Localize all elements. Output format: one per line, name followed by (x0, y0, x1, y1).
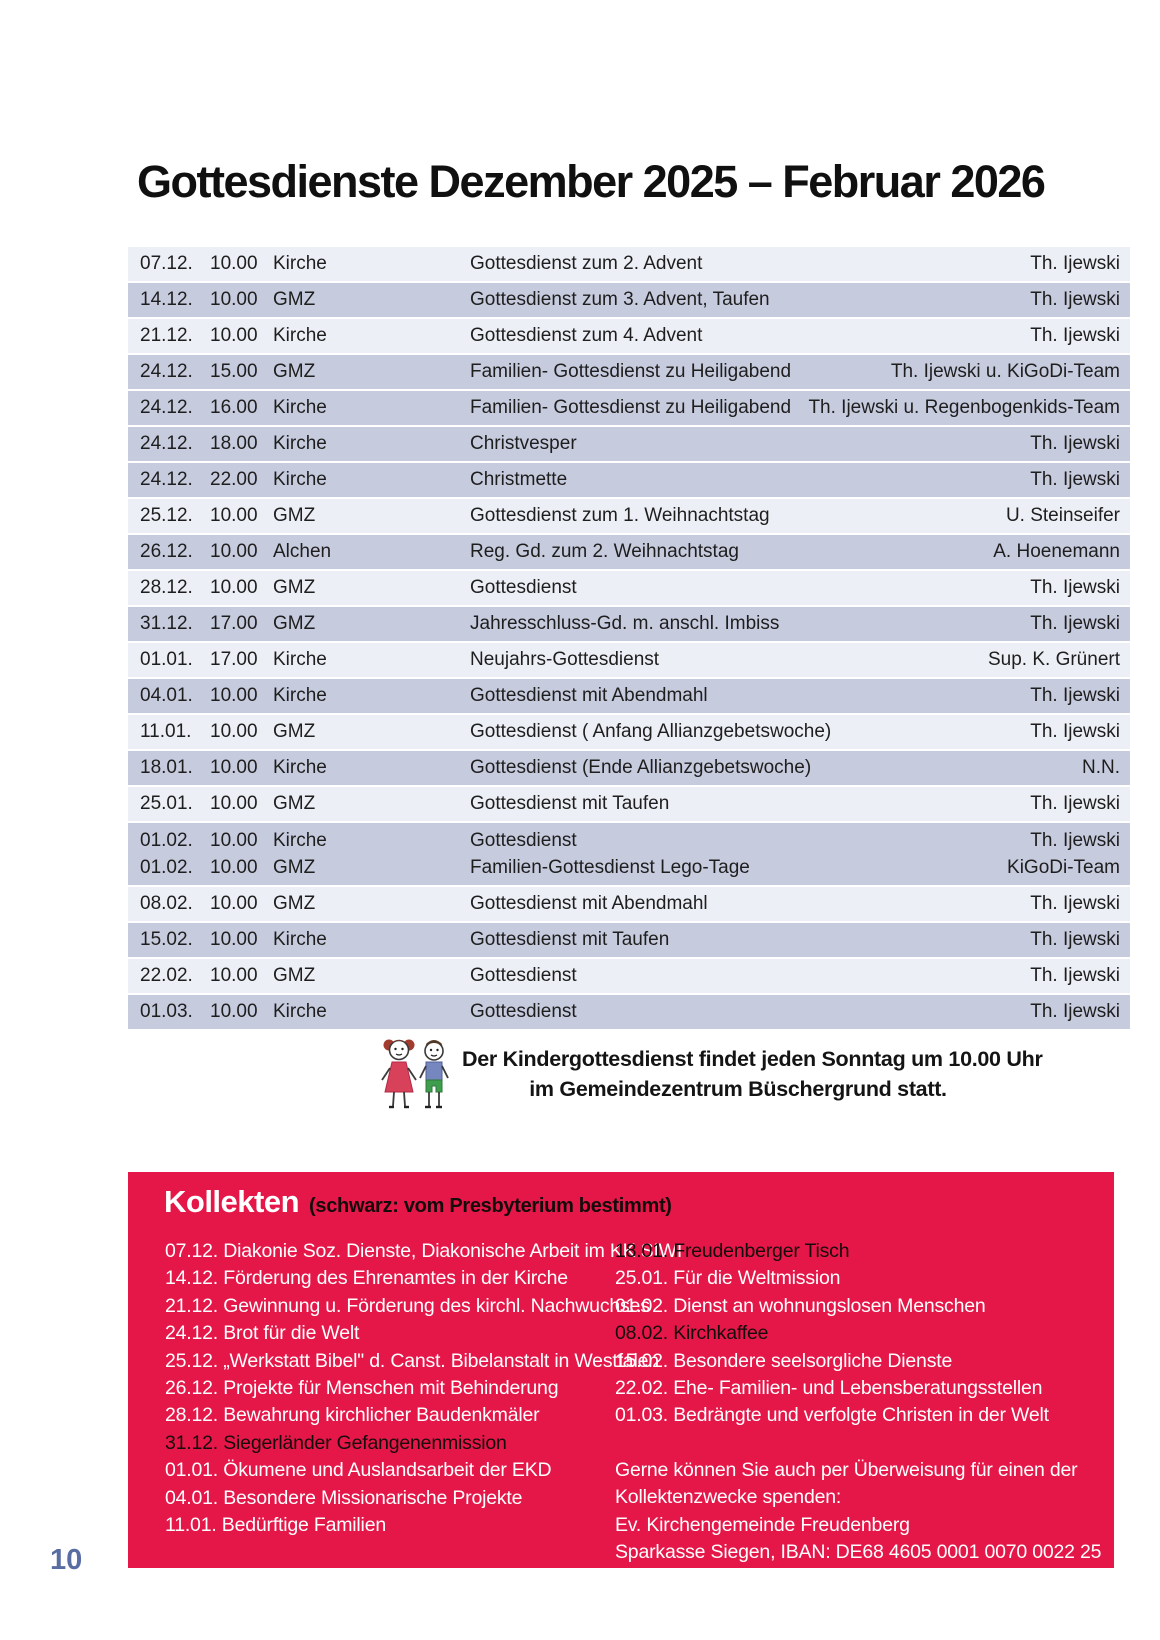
page-number: 10 (50, 1544, 83, 1576)
date-cell: 01.02. (140, 856, 193, 878)
desc-cell: Gottesdienst mit Taufen (470, 929, 670, 950)
table-row-line (128, 355, 1130, 389)
leader-cell: Th. Ijewski (1030, 253, 1120, 274)
date-cell: 24.12. (140, 397, 193, 418)
place-cell: Kirche (273, 649, 327, 670)
kollekten-footer (615, 1457, 1101, 1567)
date-cell: 25.12. (140, 505, 193, 526)
place-cell: Kirche (273, 397, 327, 418)
place-cell: Kirche (273, 685, 327, 706)
table-row-line (128, 995, 1130, 1029)
kollekten-title: Kollekten (164, 1184, 300, 1219)
kollekte-item: 25.01. Für die Weltmission (615, 1267, 841, 1290)
table-row-line (128, 827, 1130, 854)
kollekte-item: 24.12. Brot für die Welt (165, 1322, 360, 1345)
kollekten-right (615, 1238, 1101, 1430)
leader-cell: Th. Ijewski (1030, 289, 1120, 310)
leader-cell: Th. Ijewski (1030, 965, 1120, 986)
kollekte-item: 21.12. Gewinnung u. Förderung des kirchl. Nachwuchses (165, 1294, 650, 1317)
time-cell: 10.00 (210, 541, 258, 562)
note-line-2: im Gemeindezentrum Büschergrund statt. (529, 1077, 947, 1101)
kollekten-box (128, 1172, 1114, 1568)
desc-cell: Gottesdienst ( Anfang Allianzgebetswoche) (470, 721, 832, 742)
time-cell: 15.00 (210, 361, 258, 382)
desc-cell: Gottesdienst (470, 829, 577, 851)
table-row-line (128, 854, 1130, 881)
place-cell: GMZ (273, 793, 316, 814)
table-row (128, 959, 1130, 993)
spacer (615, 1430, 1101, 1457)
children-illustration (376, 1036, 458, 1114)
leader-cell: Th. Ijewski u. Regenbogenkids-Team (808, 397, 1120, 418)
time-cell: 10.00 (210, 965, 258, 986)
table-row-line (128, 499, 1130, 533)
desc-cell: Gottesdienst (470, 965, 577, 986)
time-cell: 10.00 (210, 893, 258, 914)
leader-cell: Th. Ijewski (1030, 929, 1120, 950)
table-row-line (128, 283, 1130, 317)
leader-cell: KiGoDi-Team (1007, 856, 1120, 878)
place-cell: GMZ (273, 721, 316, 742)
date-cell: 28.12. (140, 577, 193, 598)
desc-cell: Gottesdienst zum 3. Advent, Taufen (470, 289, 770, 310)
leader-cell: Th. Ijewski (1030, 829, 1120, 851)
date-cell: 25.01. (140, 793, 193, 814)
desc-cell: Familien- Gottesdienst zu Heiligabend (470, 397, 792, 418)
desc-cell: Gottesdienst mit Abendmahl (470, 893, 708, 914)
date-cell: 26.12. (140, 541, 193, 562)
leader-cell: Th. Ijewski (1030, 685, 1120, 706)
page-title: Gottesdienste Dezember 2025 – Februar 2026 (137, 156, 1045, 207)
note-line-1: Der Kindergottesdienst findet jeden Sonntag um 10.00 Uhr (462, 1047, 1043, 1071)
table-row-line (128, 715, 1130, 749)
kindergottesdienst-note (462, 1044, 1043, 1104)
table-row-line (128, 923, 1130, 957)
date-cell: 21.12. (140, 325, 193, 346)
table-row (128, 787, 1130, 821)
table-row-line (128, 427, 1130, 461)
service-table (128, 247, 1130, 1029)
table-row-line (128, 787, 1130, 821)
place-cell: GMZ (273, 965, 316, 986)
table-row (128, 607, 1130, 641)
time-cell: 10.00 (210, 1001, 258, 1022)
table-row (128, 643, 1130, 677)
leader-cell: Sup. K. Grünert (987, 649, 1120, 670)
kollekten-footer-line: Kollektenzwecke spenden: (615, 1486, 842, 1509)
table-row (128, 391, 1130, 425)
date-cell: 14.12. (140, 289, 193, 310)
table-row-line (128, 643, 1130, 677)
time-cell: 16.00 (210, 397, 258, 418)
table-row (128, 923, 1130, 957)
kollekte-item: 01.01. Ökumene und Auslandsarbeit der EKD (165, 1459, 552, 1482)
time-cell: 17.00 (210, 613, 258, 634)
place-cell: Kirche (273, 253, 327, 274)
place-cell: Kirche (273, 829, 327, 851)
leader-cell: A. Hoenemann (993, 541, 1120, 562)
table-row (128, 247, 1130, 281)
date-cell: 11.01. (140, 721, 192, 742)
place-cell: GMZ (273, 361, 316, 382)
place-cell: GMZ (273, 289, 316, 310)
leader-cell: Th. Ijewski (1030, 893, 1120, 914)
table-row (128, 535, 1130, 569)
date-cell: 31.12. (140, 613, 193, 634)
date-cell: 24.12. (140, 361, 193, 382)
desc-cell: Gottesdienst zum 4. Advent (470, 325, 703, 346)
date-cell: 07.12. (140, 253, 193, 274)
date-cell: 01.02. (140, 829, 193, 851)
place-cell: Kirche (273, 929, 327, 950)
time-cell: 10.00 (210, 929, 258, 950)
date-cell: 24.12. (140, 469, 193, 490)
leader-cell: Th. Ijewski (1030, 793, 1120, 814)
leader-cell: Th. Ijewski (1030, 469, 1120, 490)
table-row-line (128, 607, 1130, 641)
desc-cell: Gottesdienst zum 1. Weihnachtstag (470, 505, 770, 526)
leader-cell: Th. Ijewski (1030, 1001, 1120, 1022)
kollekte-item: 15.02. Besondere seelsorgliche Dienste (615, 1349, 953, 1372)
table-row (128, 715, 1130, 749)
date-cell: 01.03. (140, 1001, 193, 1022)
kollekte-item: 26.12. Projekte für Menschen mit Behinderung (165, 1377, 559, 1400)
table-row-line (128, 751, 1130, 785)
date-cell: 04.01. (140, 685, 193, 706)
place-cell: Kirche (273, 433, 327, 454)
table-row (128, 995, 1130, 1029)
place-cell: Kirche (273, 325, 327, 346)
kollekte-item: 01.02. Dienst an wohnungslosen Menschen (615, 1294, 986, 1317)
time-cell: 10.00 (210, 856, 258, 878)
table-row (128, 751, 1130, 785)
leader-cell: Th. Ijewski (1030, 433, 1120, 454)
desc-cell: Jahresschluss-Gd. m. anschl. Imbiss (470, 613, 780, 634)
time-cell: 10.00 (210, 325, 258, 346)
kollekte-item: 28.12. Bewahrung kirchlicher Baudenkmäler (165, 1404, 540, 1427)
kollekte-item: 11.01. Bedürftige Familien (165, 1514, 386, 1537)
table-row (128, 319, 1130, 353)
desc-cell: Gottesdienst mit Taufen (470, 793, 670, 814)
place-cell: Alchen (273, 541, 332, 562)
leader-cell: Th. Ijewski u. KiGoDi-Team (890, 361, 1120, 382)
kollekte-item: 04.01. Besondere Missionarische Projekte (165, 1486, 523, 1509)
leader-cell: Th. Ijewski (1030, 721, 1120, 742)
time-cell: 10.00 (210, 757, 258, 778)
place-cell: GMZ (273, 893, 316, 914)
time-cell: 10.00 (210, 505, 258, 526)
kollekte-item: 07.12. Diakonie Soz. Dienste, Diakonische Arbeit im KK SIWI (165, 1240, 683, 1262)
children-doodle-svg (376, 1036, 458, 1114)
kollekte-item: 08.02. Kirchkaffee (615, 1322, 769, 1345)
time-cell: 10.00 (210, 793, 258, 814)
desc-cell: Neujahrs-Gottesdienst (470, 649, 660, 670)
place-cell: Kirche (273, 1001, 327, 1022)
table-row-line (128, 959, 1130, 993)
time-cell: 17.00 (210, 649, 258, 670)
leader-cell: Th. Ijewski (1030, 577, 1120, 598)
table-row (128, 463, 1130, 497)
kollekte-item: 22.02. Ehe- Familien- und Lebensberatungsstellen (615, 1377, 1043, 1400)
table-row-line (128, 247, 1130, 281)
time-cell: 22.00 (210, 469, 258, 490)
table-row (128, 679, 1130, 713)
date-cell: 22.02. (140, 965, 193, 986)
kollekten-footer-line: Ev. Kirchengemeinde Freudenberg (615, 1513, 910, 1536)
table-row-line (128, 391, 1130, 425)
desc-cell: Gottesdienst (470, 577, 577, 598)
date-cell: 24.12. (140, 433, 193, 454)
table-row (128, 887, 1130, 921)
table-row (128, 427, 1130, 461)
kollekte-item: 25.12. „Werkstatt Bibel" d. Canst. Bibelanstalt in Westfalen (165, 1349, 659, 1372)
time-cell: 10.00 (210, 721, 258, 742)
desc-cell: Christvesper (470, 433, 577, 454)
time-cell: 18.00 (210, 433, 258, 454)
kollekte-item: 14.12. Förderung des Ehrenamtes in der Kirche (165, 1267, 568, 1290)
place-cell: GMZ (273, 577, 316, 598)
place-cell: GMZ (273, 856, 316, 878)
desc-cell: Gottesdienst zum 2. Advent (470, 253, 703, 274)
kollekte-item: 01.03. Bedrängte und verfolgte Christen in der Welt (615, 1404, 1049, 1427)
table-row-line (128, 679, 1130, 713)
place-cell: Kirche (273, 469, 327, 490)
table-row (128, 571, 1130, 605)
table-row-line (128, 463, 1130, 497)
kollekten-footer-line: Gerne können Sie auch per Überweisung für einen der (615, 1458, 1078, 1481)
leader-cell: Th. Ijewski (1030, 325, 1120, 346)
table-row (128, 355, 1130, 389)
date-cell: 01.01. (140, 649, 193, 670)
desc-cell: Christmette (470, 469, 568, 490)
table-row-line (128, 571, 1130, 605)
place-cell: GMZ (273, 613, 316, 634)
kollekten-heading (164, 1184, 672, 1220)
time-cell: 10.00 (210, 289, 258, 310)
date-cell: 15.02. (140, 929, 193, 950)
leader-cell: U. Steinseifer (1005, 505, 1120, 526)
place-cell: GMZ (273, 505, 316, 526)
desc-cell: Reg. Gd. zum 2. Weihnachtstag (470, 541, 739, 562)
kollekte-item: 18.01. Freudenberger Tisch (615, 1240, 850, 1262)
kollekten-subtitle: (schwarz: vom Presbyterium bestimmt) (309, 1195, 672, 1217)
table-row-line (128, 887, 1130, 921)
kollekte-item: 31.12. Siegerländer Gefangenenmission (165, 1431, 507, 1454)
desc-cell: Gottesdienst mit Abendmahl (470, 685, 708, 706)
desc-cell: Gottesdienst (470, 1001, 577, 1022)
kollekten-left (165, 1238, 683, 1539)
table-row (128, 823, 1130, 885)
desc-cell: Familien- Gottesdienst zu Heiligabend (470, 361, 792, 382)
table-row-line (128, 319, 1130, 353)
time-cell: 10.00 (210, 253, 258, 274)
table-row-line (128, 535, 1130, 569)
leader-cell: N.N. (1082, 757, 1120, 778)
kollekten-right-column (615, 1238, 1101, 1566)
time-cell: 10.00 (210, 829, 258, 851)
time-cell: 10.00 (210, 685, 258, 706)
desc-cell: Gottesdienst (Ende Allianzgebetswoche) (470, 757, 812, 778)
table-row (128, 283, 1130, 317)
desc-cell: Familien-Gottesdienst Lego-Tage (470, 856, 750, 878)
place-cell: Kirche (273, 757, 327, 778)
date-cell: 18.01. (140, 757, 193, 778)
kollekten-footer-line: Sparkasse Siegen, IBAN: DE68 4605 0001 0070 0022 25 (615, 1541, 1102, 1564)
date-cell: 08.02. (140, 893, 193, 914)
table-row (128, 499, 1130, 533)
time-cell: 10.00 (210, 577, 258, 598)
leader-cell: Th. Ijewski (1030, 613, 1120, 634)
